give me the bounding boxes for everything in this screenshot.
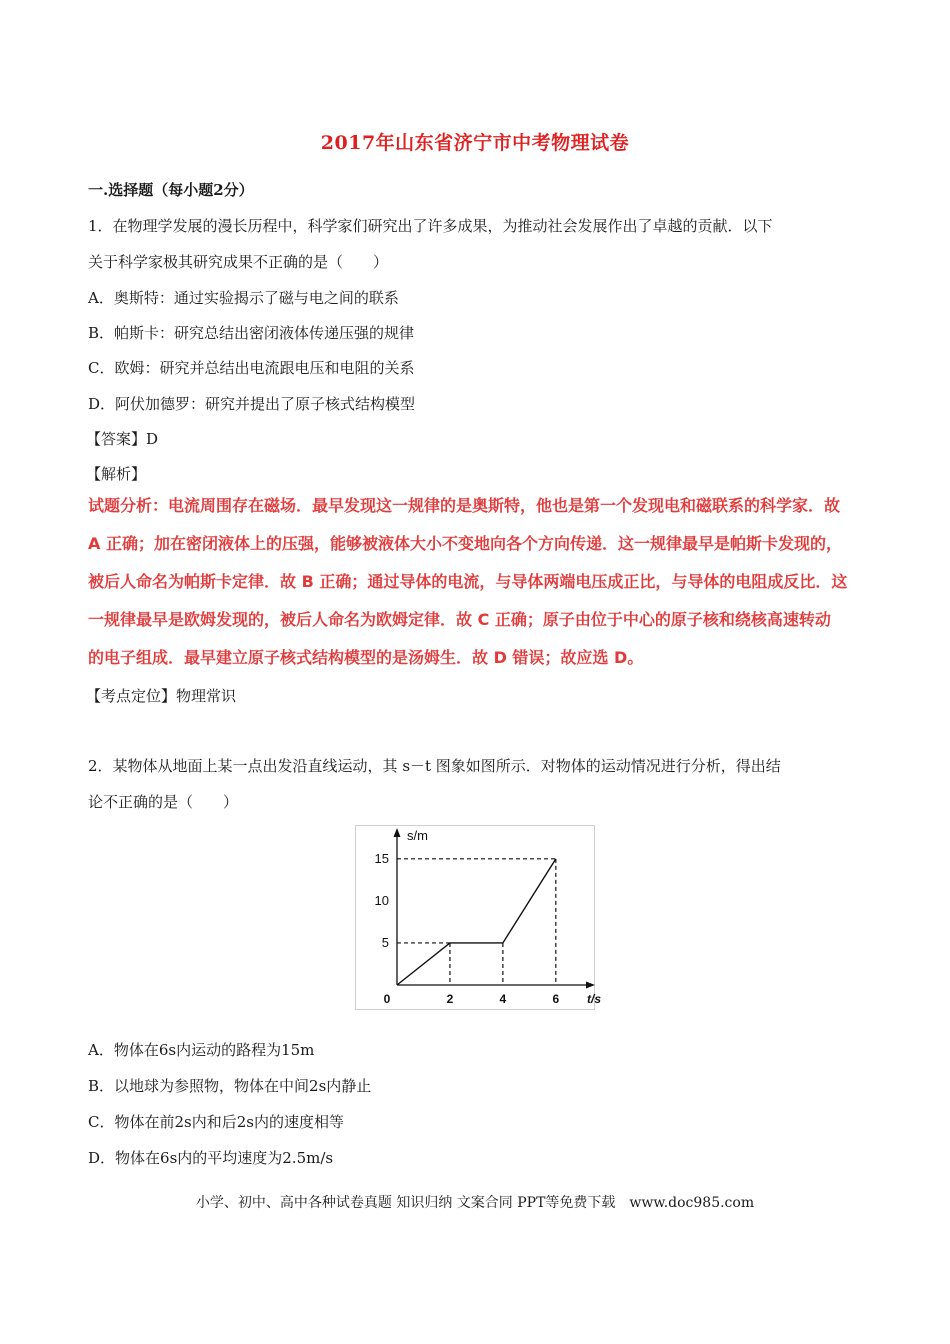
q1-analysis-line-2: A 正确；加在密闭液体上的压强，能够被液体大小不变地向各个方向传递．这一规律最早是帕斯卡发现的， xyxy=(88,534,842,553)
series-line xyxy=(397,859,556,985)
y-axis-label: s/m xyxy=(407,828,428,843)
q2-stem-line-2: 论不正确的是（ ） xyxy=(88,793,239,811)
q1-analysis-line-4: 一规律最早是欧姆发现的，被后人命名为欧姆定律．故 C 正确；原子由位于中心的原子核和绕核高速转动 xyxy=(88,610,831,629)
q2-stem-line-1: 2．某物体从地面上某一点出发沿直线运动，其 s－t 图象如图所示．对物体的运动情况进行分析，得出结 xyxy=(88,757,781,775)
s-t-graph-svg xyxy=(355,825,602,1010)
q1-analysis-line-3: 被后人命名为帕斯卡定律．故 B 正确；通过导体的电流，与导体两端电压成正比，与导体的电阻成反比．这 xyxy=(88,572,848,591)
chart-frame xyxy=(356,826,595,1010)
q1-stem-line-1: 1．在物理学发展的漫长历程中，科学家们研究出了许多成果，为推动社会发展作出了卓越的贡献．以下 xyxy=(88,217,773,235)
q1-option-d: D．阿伏加德罗：研究并提出了原子核式结构模型 xyxy=(88,395,416,413)
q1-analysis-line-1: 试题分析：电流周围存在磁场．最早发现这一规律的是奥斯特，他也是第一个发现电和磁联系的科学家．故 xyxy=(88,496,841,515)
y-axis-arrow xyxy=(394,828,401,837)
x-tick-label: 0 xyxy=(383,992,391,1006)
section-heading: 一.选择题（每小题2分） xyxy=(88,181,254,199)
q1-analysis-label: 【解析】 xyxy=(86,465,147,483)
x-tick-label: 6 xyxy=(552,992,560,1006)
x-tick-label: 2 xyxy=(446,992,454,1006)
q1-option-c: C．欧姆：研究并总结出电流跟电压和电阻的关系 xyxy=(88,359,415,377)
page-footer: 小学、初中、高中各种试卷真题 知识归纳 文案合同 PPT等免费下载 www.doc985.com xyxy=(195,1195,755,1211)
x-tick-label: 4 xyxy=(499,992,507,1006)
q2-option-d: D．物体在6s内的平均速度为2.5m/s xyxy=(88,1149,334,1167)
y-tick-label: 5 xyxy=(381,934,389,950)
q1-knowledge-point: 【考点定位】物理常识 xyxy=(86,687,237,705)
q1-answer: 【答案】D xyxy=(86,430,159,448)
y-tick-label: 10 xyxy=(374,892,389,908)
q1-analysis-line-5: 的电子组成．最早建立原子核式结构模型的是汤姆生．故 D 错误；故应选 D。 xyxy=(88,648,644,667)
q2-option-b: B．以地球为参照物，物体在中间2s内静止 xyxy=(88,1077,372,1095)
document-title: 2017年山东省济宁市中考物理试卷 xyxy=(320,132,630,154)
q2-option-a: A．物体在6s内运动的路程为15m xyxy=(88,1041,315,1059)
q1-option-b: B．帕斯卡：研究总结出密闭液体传递压强的规律 xyxy=(88,324,415,342)
y-tick-label: 15 xyxy=(374,850,389,866)
x-axis-arrow xyxy=(586,982,595,989)
q2-option-c: C．物体在前2s内和后2s内的速度相等 xyxy=(88,1113,344,1131)
q1-option-a: A．奥斯特：通过实验揭示了磁与电之间的联系 xyxy=(88,289,399,307)
q1-stem-line-2: 关于科学家极其研究成果不正确的是（ ） xyxy=(88,253,389,271)
s-t-graph xyxy=(355,825,602,1010)
x-axis-label: t/s xyxy=(587,992,602,1006)
